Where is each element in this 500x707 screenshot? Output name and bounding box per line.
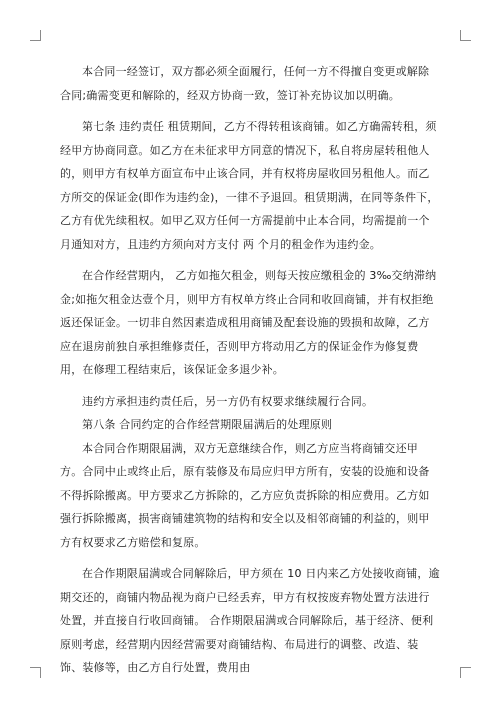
crop-mark-top-right (460, 30, 471, 41)
document-body (60, 60, 440, 680)
paragraph-handover: 在合作期限届满或合同解除后，甲方须在 10 日内来乙方处接收商铺，逾期交还的，商铺内物品视为商户已经丢弃，甲方有权按废弃物处置方法进行处置，并直接自行收回商铺。 合作期限届满或合同解除后，基于经济、便利原则考虑，经营期内因经营需要对商铺结构、布局进行的调整、改造、装饰、装修等，由乙方自行处置，费用由 (60, 567, 440, 674)
crop-mark-top-left (30, 30, 41, 41)
paragraph-late-payment: 在合作经营期内， 乙方如拖欠租金，则每天按应缴租金的 3‰交纳滞纳金;如拖欠租金达壹个月，则甲方有权单方终止合同和收回商铺，并有权拒绝返还保证金。一切非自然因素造成租用商铺及配套设施的毁损和故障，乙方应在退房前独自承担维修责任，否则甲方将动用乙方的保证金作为修复费用，在修理工程结束后，该保证金多退少补。 (60, 269, 437, 376)
paragraph-contract-binding: 本合同一经签订，双方都必须全面履行，任何一方不得擅自变更或解除合同;确需变更和解除的，经双方协商一致，签订补充协议加以明确。 (60, 65, 430, 102)
paragraph-continue-performance: 违约方承担违约责任后，另一方仍有权要求继续履行合同。 (82, 394, 374, 408)
paragraph-article-8-heading: 第八条 合同约定的合作经营期限届满后的处理原则 (82, 418, 333, 431)
crop-mark-bottom-left (30, 667, 41, 678)
paragraph-term-expiry: 本合同合作期限届满，双方无意继续合作，则乙方应当将商铺交还甲方。合同中止或终止后，原有装修及布局应归甲方所有，安装的设施和设备不得拆除搬离。甲方要求乙方拆除的，乙方应负责拆除的相应费用。乙方如强行拆除搬离，损害商铺建筑物的结构和安全以及相邻商铺的利益的，则甲方有权要求乙方赔偿和复原。 (60, 441, 430, 549)
crop-mark-bottom-right (460, 667, 471, 678)
paragraph-article-7-liability: 第七条 违约责任 租赁期间，乙方不得转租该商铺。如乙方确需转租，须经甲方协商同意。如乙方在未征求甲方同意的情况下，私自将房屋转租他人的，则甲方有权单方面宣布中止该合同，并有权将房屋收回另租他人。而乙方所交的保证金(即作为违约金)，一律不予退回。租赁期满，在同等条件下，乙方有优先续租权。如甲乙双方任何一方需提前中止本合同，均需提前一个月通知对方，且违约方须向对方支付 两 个月的租金作为违约金。 (60, 120, 439, 251)
